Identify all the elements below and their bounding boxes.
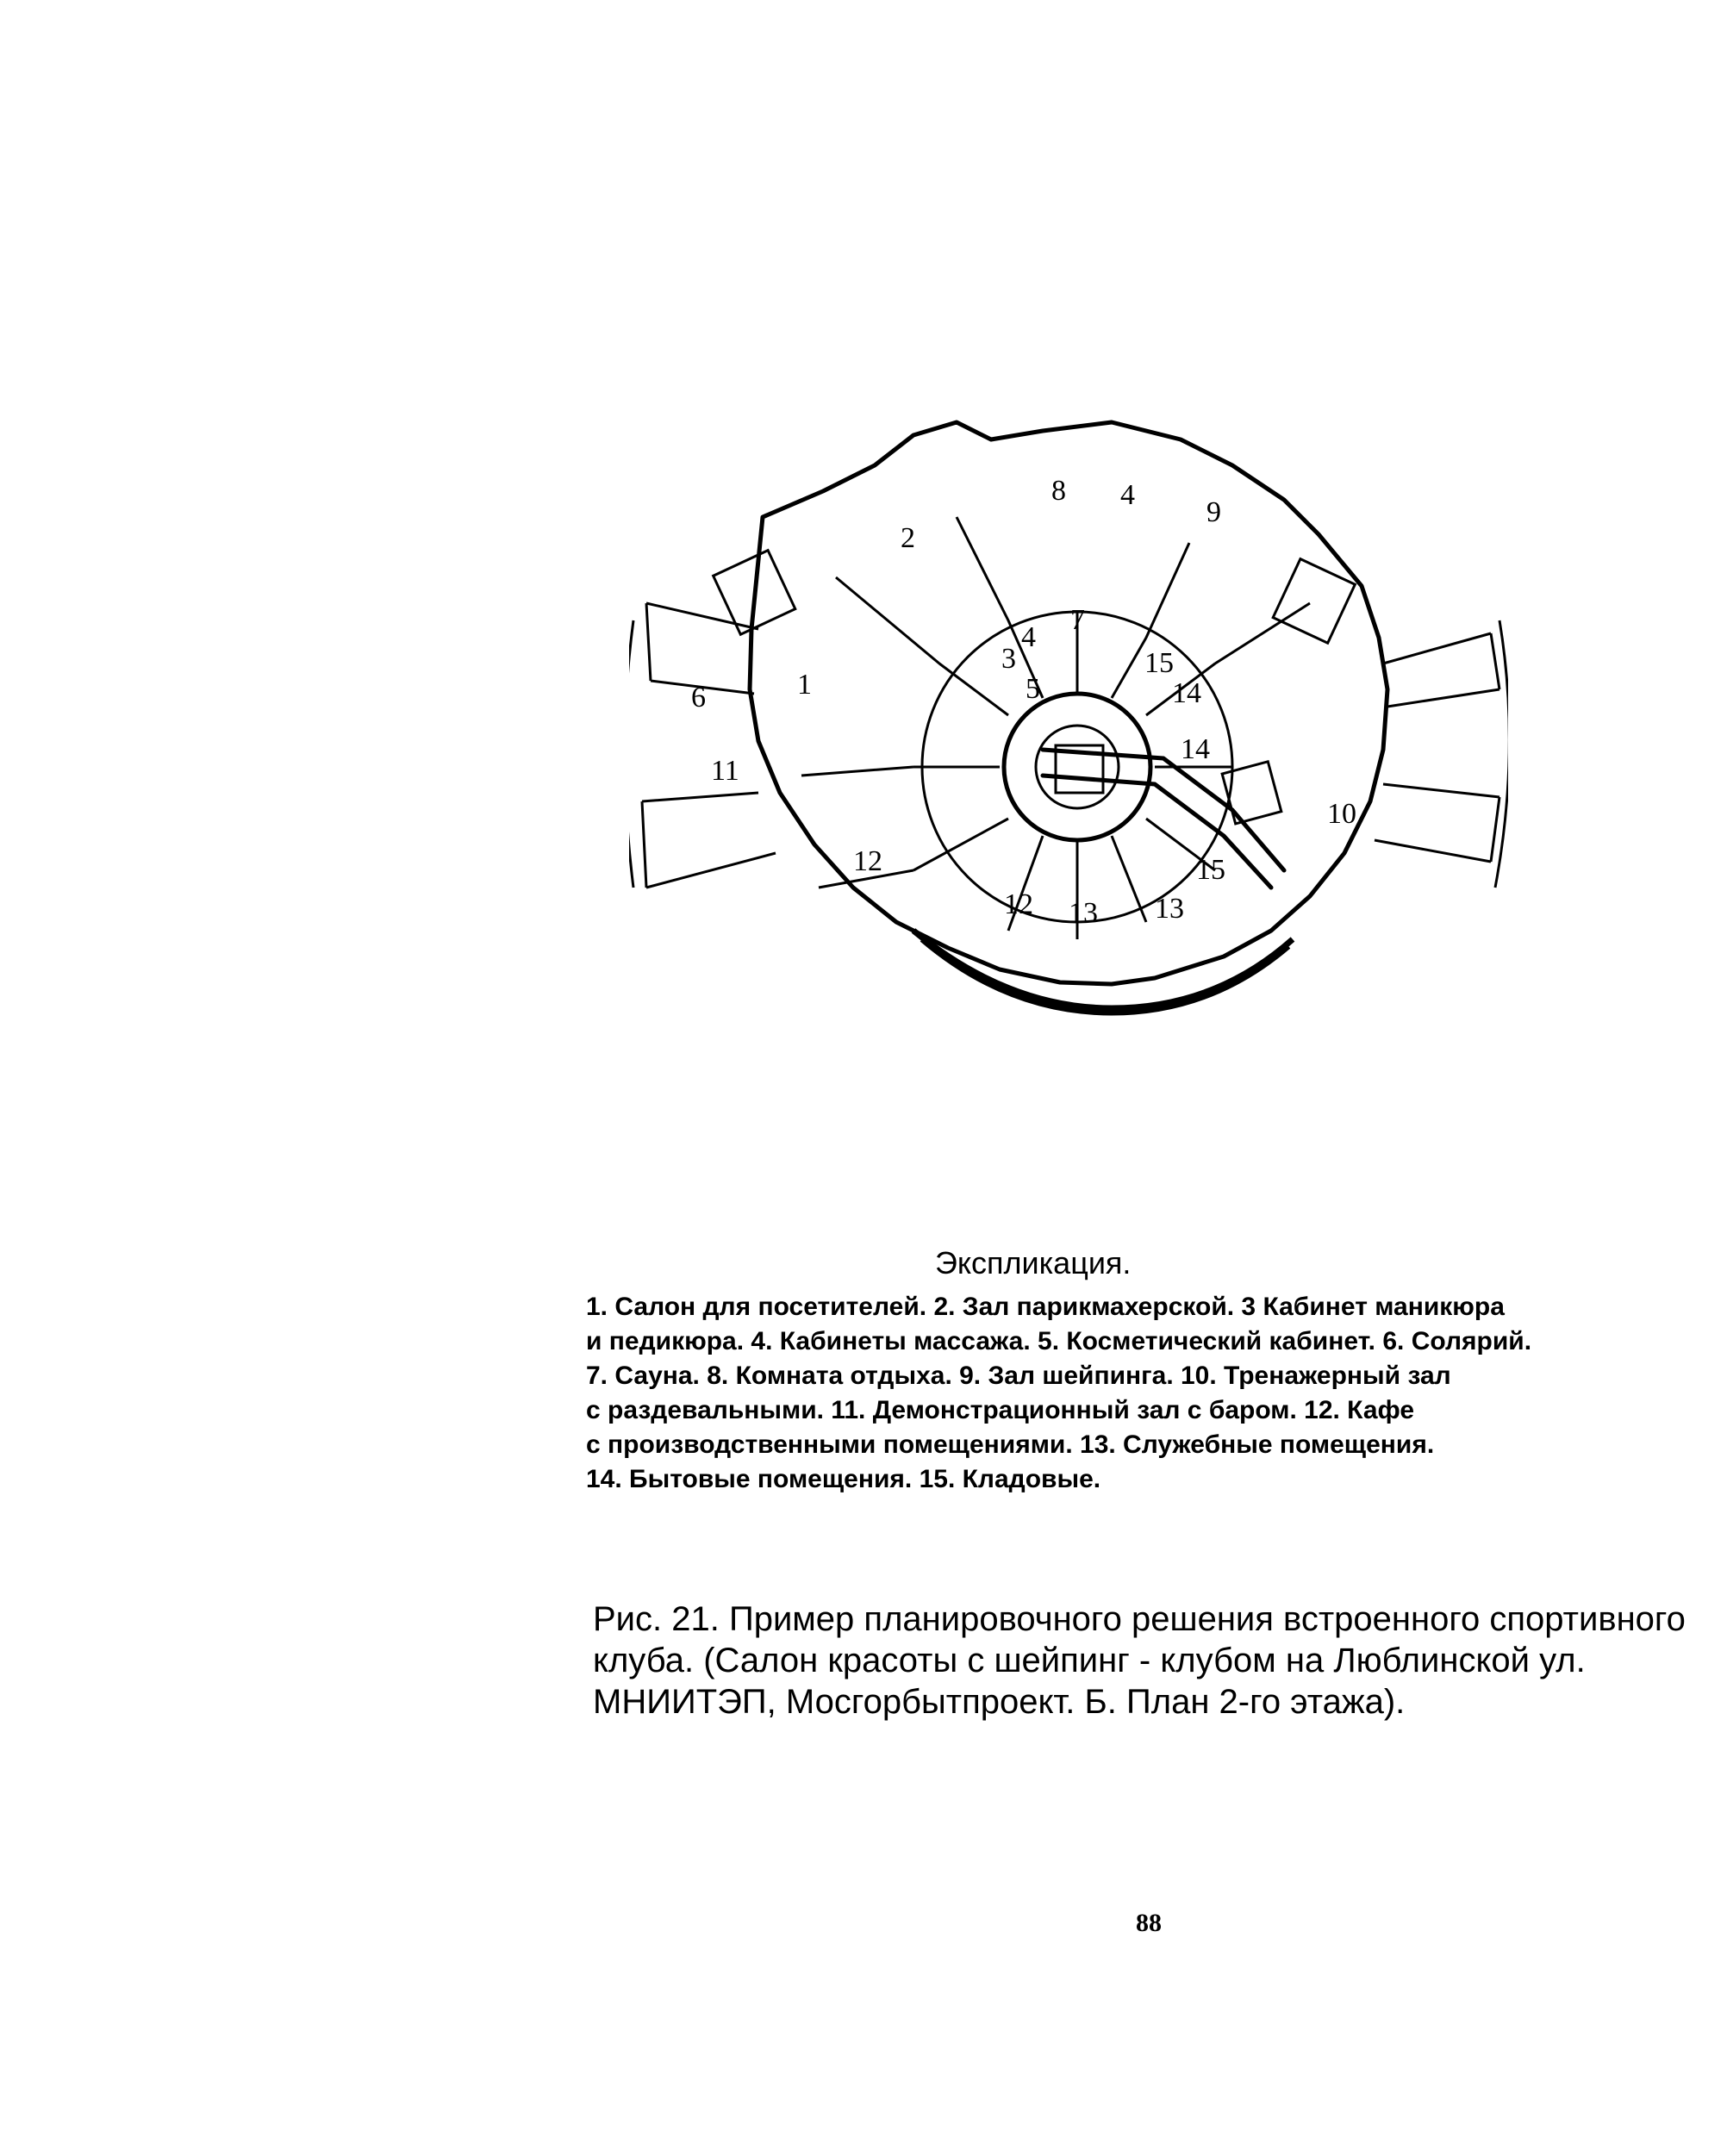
explication-block [586,1245,1620,1497]
page-number: 88 [1136,1909,1162,1937]
central-corridor [1043,750,1284,888]
room-label-13b: 13 [1155,893,1184,925]
explication-line: 14. Бытовые помещения. 15. Кладовые. [586,1465,1101,1493]
room-label-1: 1 [797,669,812,701]
left-wing-upper [646,603,758,694]
room-label-8: 8 [1051,475,1066,507]
explication-title: Экспликация. [935,1245,1132,1281]
left-wing-lower [642,793,776,888]
room-label-5: 5 [1026,673,1040,705]
room-label-9: 9 [1206,496,1221,528]
room-label-15b: 15 [1196,854,1225,886]
room-label-2: 2 [901,522,915,554]
room-label-15a: 15 [1144,647,1174,679]
explication-line: 1. Салон для посетителей. 2. Зал парикмахерской. 3 Кабинет маникюра [586,1293,1505,1321]
room-label-3: 3 [1001,643,1016,675]
caption-line: клуба. (Салон красоты с шейпинг - клубом на Люблинской ул. [593,1642,1586,1679]
room-label-7: 7 [1070,604,1085,636]
core-ring [1036,726,1119,808]
room-label-12a: 12 [853,845,882,877]
room-label-14b: 14 [1181,733,1210,765]
room-label-14a: 14 [1172,677,1201,709]
figure-caption [593,1598,1686,1723]
explication-line: с раздевальными. 11. Демонстрационный зал с баром. 12. Кафе [586,1396,1415,1424]
stair-tower-right [1273,559,1355,644]
explication-line: 7. Сауна. 8. Комната отдыха. 9. Зал шейпинга. 10. Тренажерный зал [586,1362,1451,1390]
caption-line: МНИИТЭП, Мосгорбытпроект. Б. План 2-го этажа). [593,1683,1406,1721]
inner-ring [1004,694,1150,840]
right-wing-lower [1375,784,1499,862]
room-label-4b: 4 [1120,479,1135,511]
room-label-12b: 12 [1004,888,1033,920]
room-label-11: 11 [711,755,739,787]
caption-line: Рис. 21. Пример планировочного решения встроенного спортивного [593,1600,1686,1638]
room-label-10: 10 [1327,798,1356,830]
explication-line: с производственными помещениями. 13. Служебные помещения. [586,1430,1435,1459]
room-label-6: 6 [691,682,706,713]
room-label-4a: 4 [1021,621,1036,653]
bottom-glazed-arc [913,931,1293,1008]
room-label-13a: 13 [1069,897,1098,929]
explication-line: и педикюра. 4. Кабинеты массажа. 5. Косметический кабинет. 6. Солярий. [586,1327,1532,1355]
floor-plan-drawing [629,405,1508,1025]
right-wing-upper [1383,633,1499,707]
